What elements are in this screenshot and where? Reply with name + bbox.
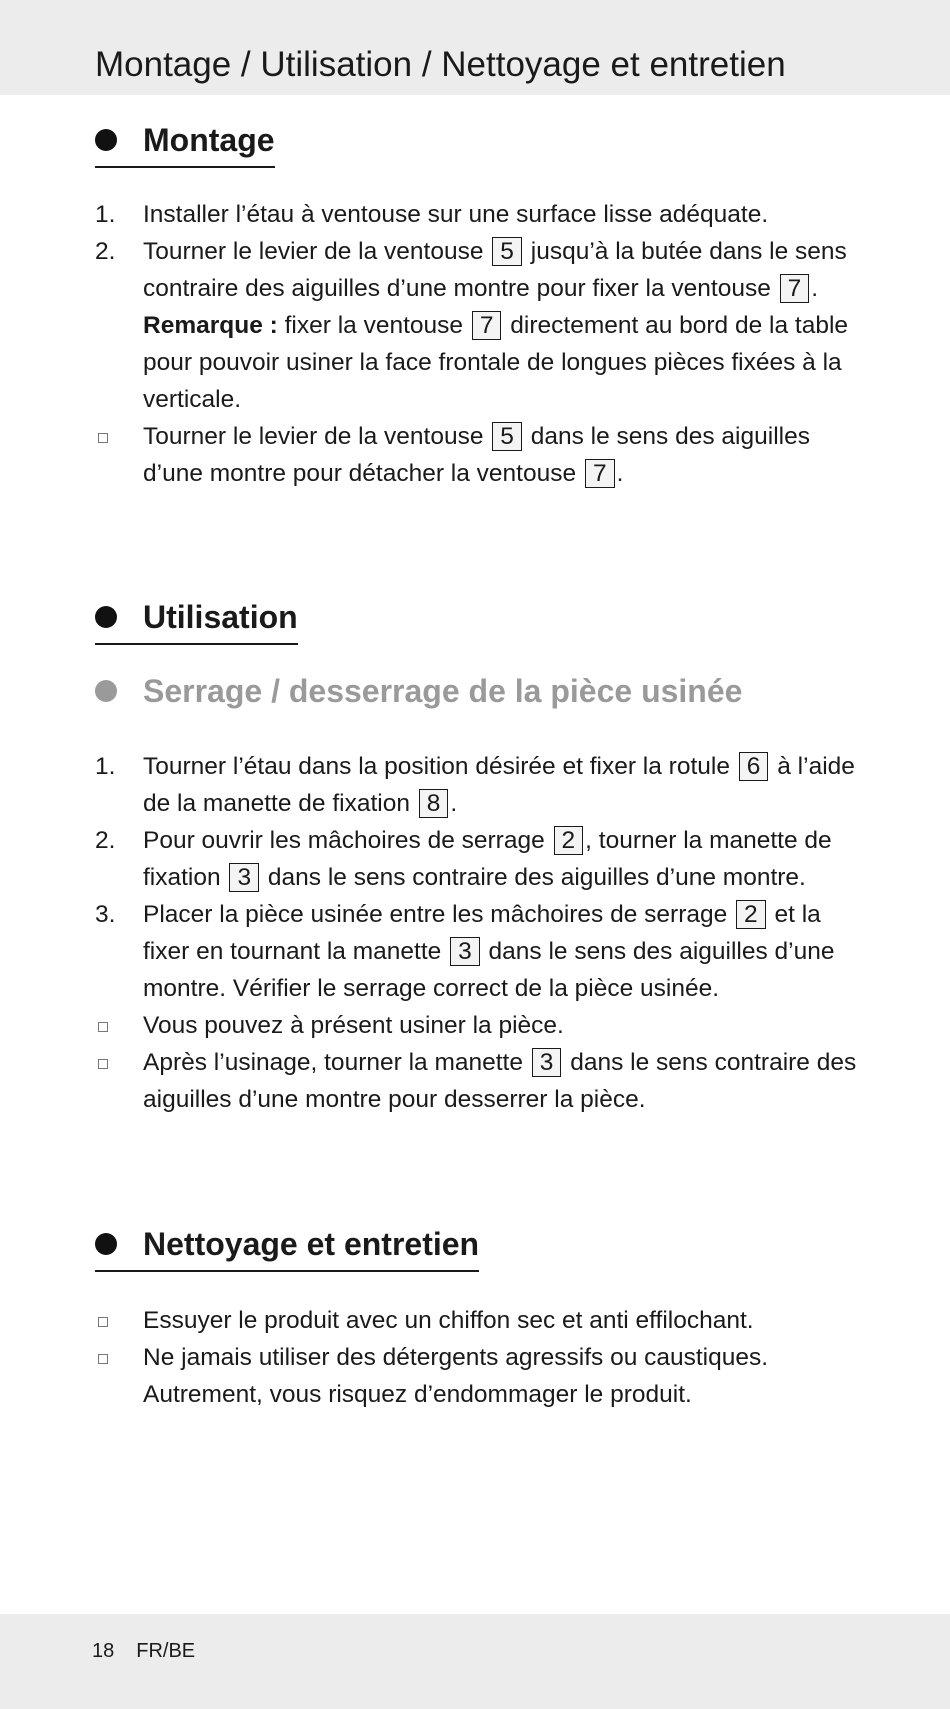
bullet-dot-icon xyxy=(95,606,117,628)
list-item xyxy=(95,748,865,822)
step-number: 1. xyxy=(95,201,116,228)
step-number: 1. xyxy=(95,753,116,780)
step-text: à l’aide de la manette de fixation xyxy=(143,753,855,817)
part-reference: 7 xyxy=(585,459,615,488)
step-text: et la fixer en tournant la manette xyxy=(143,901,821,965)
subsection-heading-serrage xyxy=(95,669,742,713)
step-text: Pour ouvrir les mâchoires de serrage xyxy=(143,827,545,854)
step-number: 2. xyxy=(95,827,116,854)
heading-text: Utilisation xyxy=(143,599,298,635)
checkbox-bullet-icon xyxy=(98,1317,108,1327)
part-reference: 5 xyxy=(492,237,522,266)
page-number: 18 xyxy=(92,1640,115,1662)
step-text: Placer la pièce usinée entre les mâchoires de serrage xyxy=(143,901,728,928)
bullet-text: dans le sens des aiguilles d’une montre pour détacher la ventouse xyxy=(143,423,810,487)
list-item xyxy=(95,896,865,1007)
bullet-text: Ne jamais utiliser des détergents agressifs ou caustiques. Autrement, vous risquez d’endommager le produit. xyxy=(143,1344,769,1408)
list-item xyxy=(95,1302,865,1339)
part-reference: 2 xyxy=(736,900,766,929)
part-reference: 3 xyxy=(229,863,259,892)
montage-instructions xyxy=(95,196,865,492)
step-text: . xyxy=(450,790,458,817)
bullet-dot-icon xyxy=(95,680,117,702)
section-heading-utilisation xyxy=(95,595,298,645)
step-text: . xyxy=(811,275,819,302)
remark-text: fixer la ventouse xyxy=(284,312,464,339)
bullet-text: Vous pouvez à présent usiner la pièce. xyxy=(143,1012,564,1039)
heading-text: Serrage / desserrage de la pièce usinée xyxy=(143,673,743,709)
list-item xyxy=(95,1044,865,1118)
step-text: Tourner le levier de la ventouse xyxy=(143,238,484,265)
list-item xyxy=(95,1007,865,1044)
step-text: jusqu’à la butée dans le sens contraire des aiguilles d’une montre pour fixer la ventouse xyxy=(143,238,847,302)
step-text: dans le sens contraire des aiguilles d’une montre. xyxy=(267,864,806,891)
checkbox-bullet-icon xyxy=(98,1022,108,1032)
step-number: 2. xyxy=(95,238,116,265)
part-reference: 2 xyxy=(554,826,584,855)
bullet-text: dans le sens contraire des aiguilles d’une montre pour desserrer la pièce. xyxy=(143,1049,857,1113)
list-item xyxy=(95,418,865,492)
step-text: Installer l’étau à ventouse sur une surface lisse adéquate. xyxy=(143,201,769,228)
bullet-dot-icon xyxy=(95,129,117,151)
utilisation-instructions xyxy=(95,748,865,1118)
heading-text: Montage xyxy=(143,122,275,158)
part-reference: 8 xyxy=(419,789,449,818)
language-code: FR/BE xyxy=(136,1640,196,1662)
bullet-text: Tourner le levier de la ventouse xyxy=(143,423,484,450)
bullet-text: Essuyer le produit avec un chiffon sec et anti effilochant. xyxy=(143,1307,754,1334)
part-reference: 5 xyxy=(492,422,522,451)
list-item xyxy=(95,233,865,418)
part-reference: 3 xyxy=(450,937,480,966)
checkbox-bullet-icon xyxy=(98,433,108,443)
section-heading-montage xyxy=(95,118,275,168)
remark-label: Remarque : xyxy=(143,312,278,339)
heading-text: Nettoyage et entretien xyxy=(143,1226,480,1262)
part-reference: 7 xyxy=(472,311,502,340)
page-footer xyxy=(92,1636,217,1666)
list-item xyxy=(95,196,865,233)
part-reference: 3 xyxy=(532,1048,562,1077)
remark-text: directement au bord de la table pour pouvoir usiner la face frontale de longues pièces fixées à la verticale. xyxy=(143,312,849,413)
part-reference: 7 xyxy=(780,274,810,303)
step-text: dans le sens des aiguilles d’une montre. Vérifier le serrage correct de la pièce usinée. xyxy=(143,938,835,1002)
bullet-dot-icon xyxy=(95,1233,117,1255)
page-title: Montage / Utilisation / Nettoyage et entretien xyxy=(95,45,786,84)
nettoyage-instructions xyxy=(95,1302,865,1413)
section-heading-nettoyage xyxy=(95,1222,479,1272)
list-item xyxy=(95,1339,865,1413)
bullet-text: . xyxy=(616,460,624,487)
list-item xyxy=(95,822,865,896)
part-reference: 6 xyxy=(739,752,769,781)
step-text: Tourner l’étau dans la position désirée et fixer la rotule xyxy=(143,753,730,780)
checkbox-bullet-icon xyxy=(98,1354,108,1364)
checkbox-bullet-icon xyxy=(98,1059,108,1069)
step-text: , tourner la manette de fixation xyxy=(143,827,832,891)
bullet-text: Après l’usinage, tourner la manette xyxy=(143,1049,523,1076)
step-number: 3. xyxy=(95,901,116,928)
